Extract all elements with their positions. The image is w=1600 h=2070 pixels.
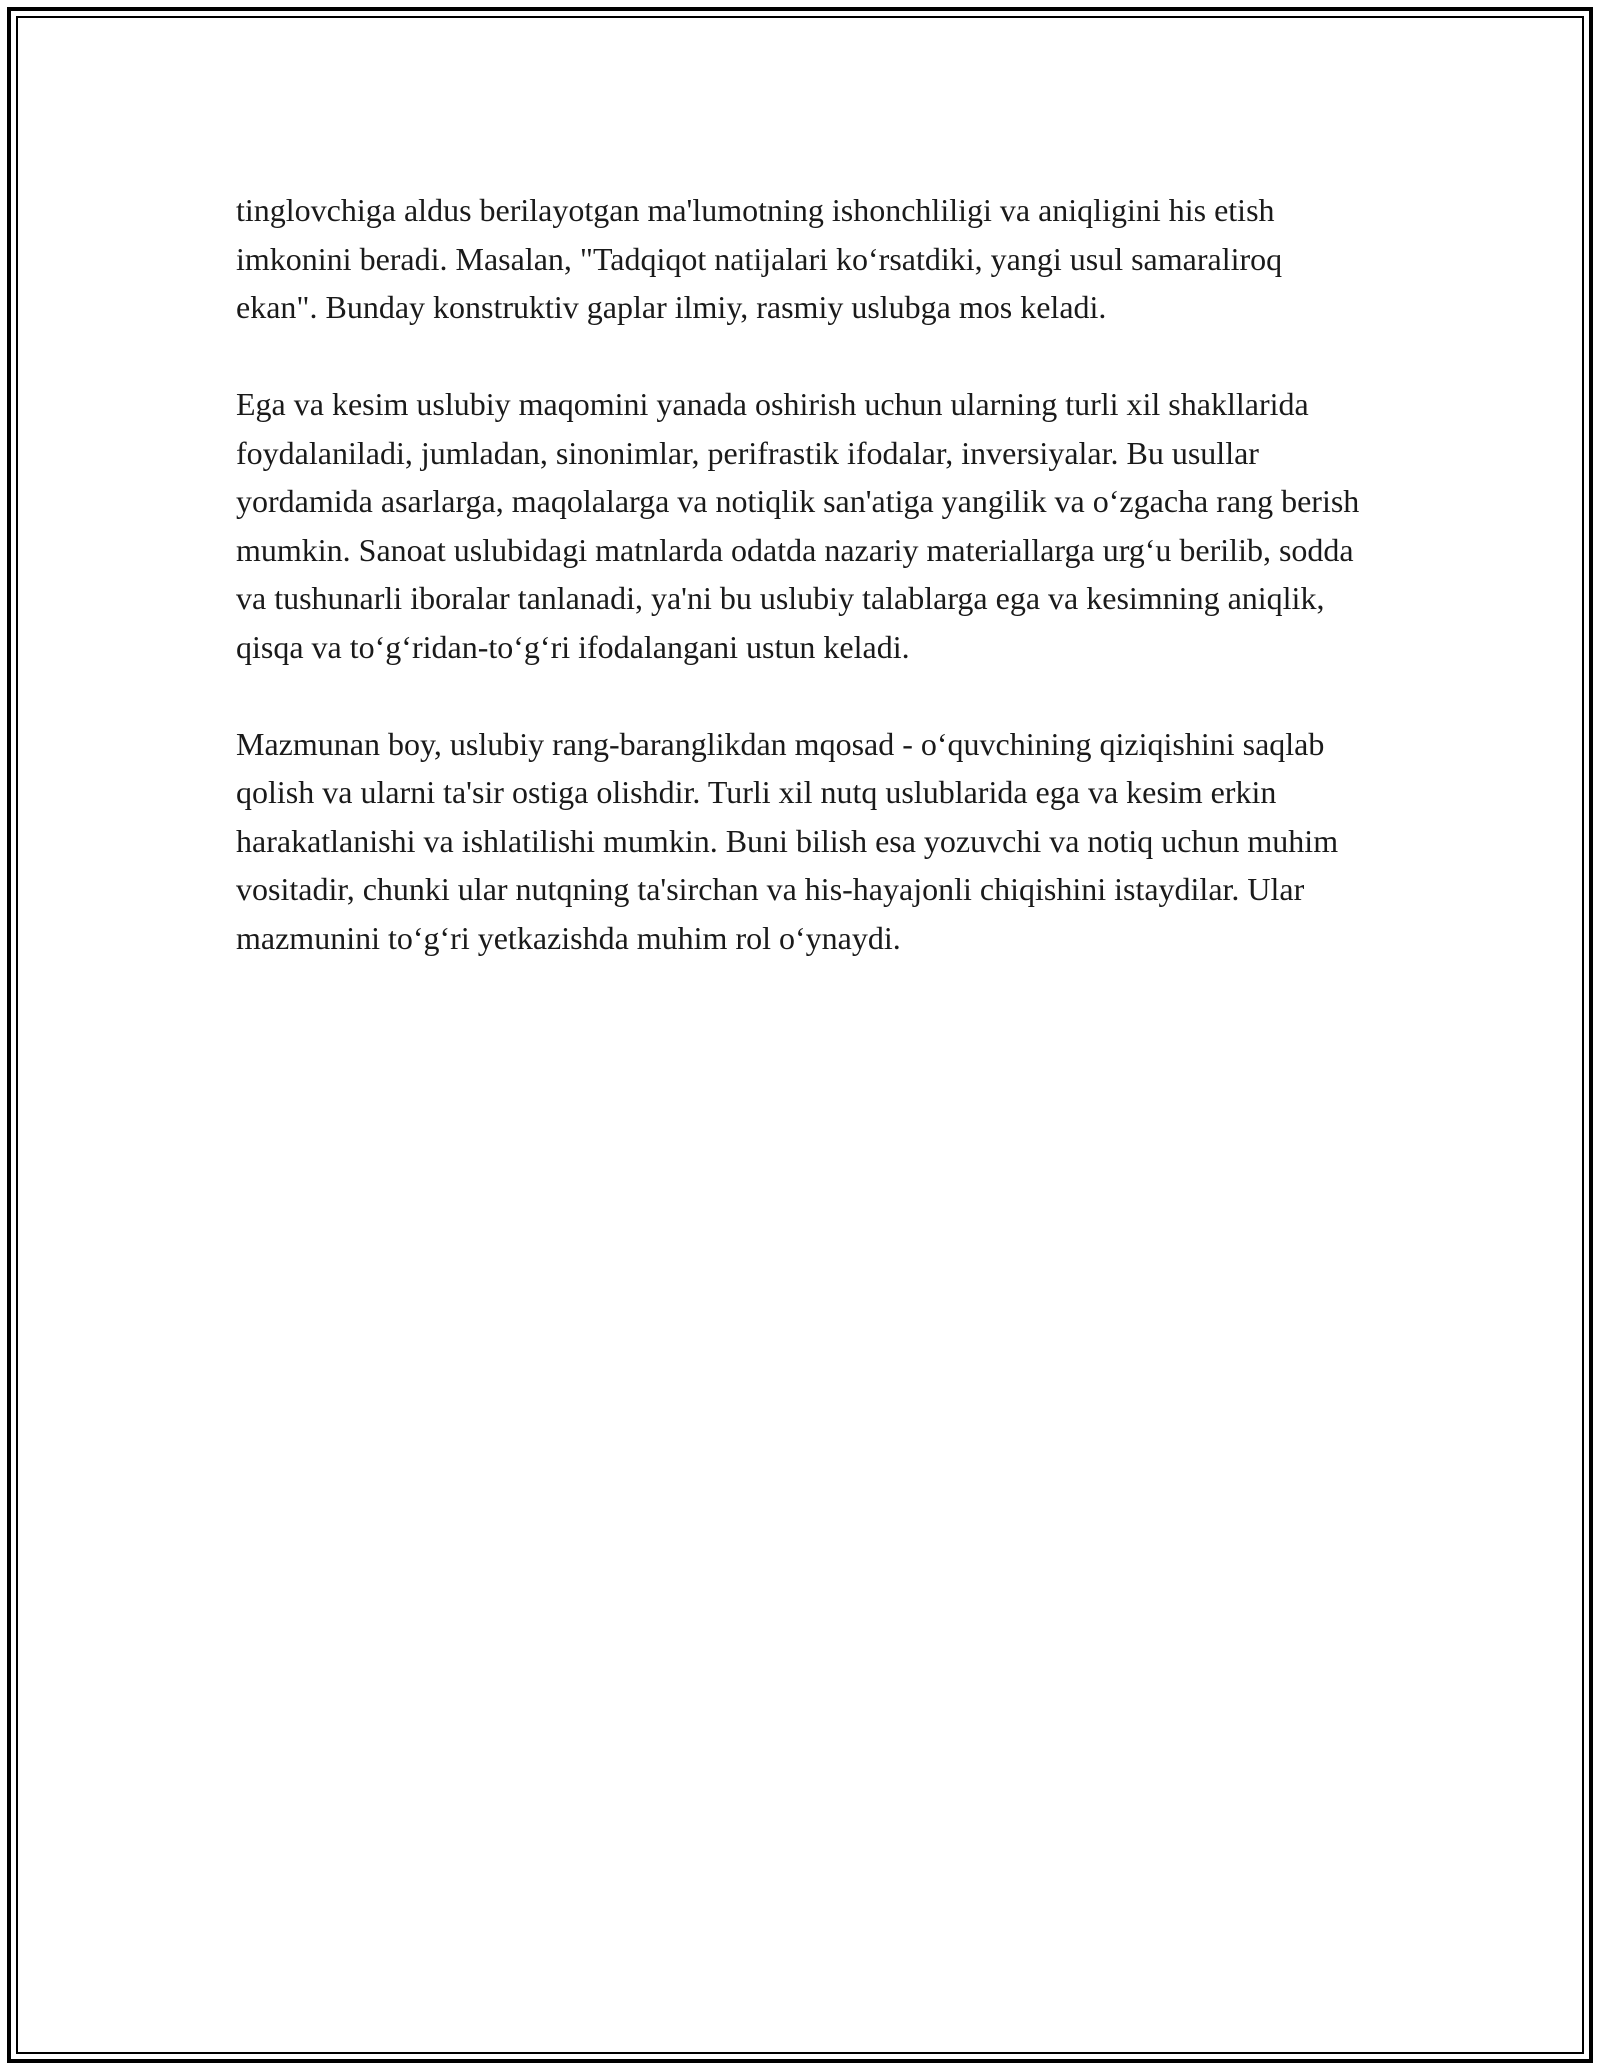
paragraph-1: tinglovchiga aldus berilayotgan ma'lumotning ishonchliligi va aniqligini his etish imkonini beradi. Masalan, "Tadqiqot natijalari ko‘rsatdiki, yangi usul samaraliroq ekan". Bunday konstruktiv gaplar ilmiy, rasmiy uslubga mos keladi.	[236, 192, 1283, 325]
document-body	[236, 186, 1366, 962]
paragraph-2: Ega va kesim uslubiy maqomini yanada oshirish uchun ularning turli xil shakllarida foydalaniladi, jumladan, sinonimlar, perifrastik ifodalar, inversiyalar. Bu usullar yordamida asarlarga, maqolalarga va notiqlik san'atiga yangilik va o‘zgacha rang berish mumkin. Sanoat uslubidagi matnlarda odatda nazariy materiallarga urg‘u berilib, sodda va tushunarli iboralar tanlanadi, ya'ni bu uslubiy talablarga ega va kesimning aniqlik, qisqa va to‘g‘ridan-to‘g‘ri ifodalangani ustun keladi.	[236, 386, 1360, 665]
paragraph-3: Mazmunan boy, uslubiy rang-baranglikdan mqosad - o‘quvchining qiziqishini saqlab qolish va ularni ta'sir ostiga olishdir. Turli xil nutq uslublarida ega va kesim erkin harakatlanishi va ishlatilishi mumkin. Buni bilish esa yozuvchi va notiq uchun muhim vositadir, chunki ular nutqning ta'sirchan va his-hayajonli chiqishini istaydilar. Ular mazmunini to‘g‘ri yetkazishda muhim rol o‘ynaydi.	[236, 725, 1339, 956]
